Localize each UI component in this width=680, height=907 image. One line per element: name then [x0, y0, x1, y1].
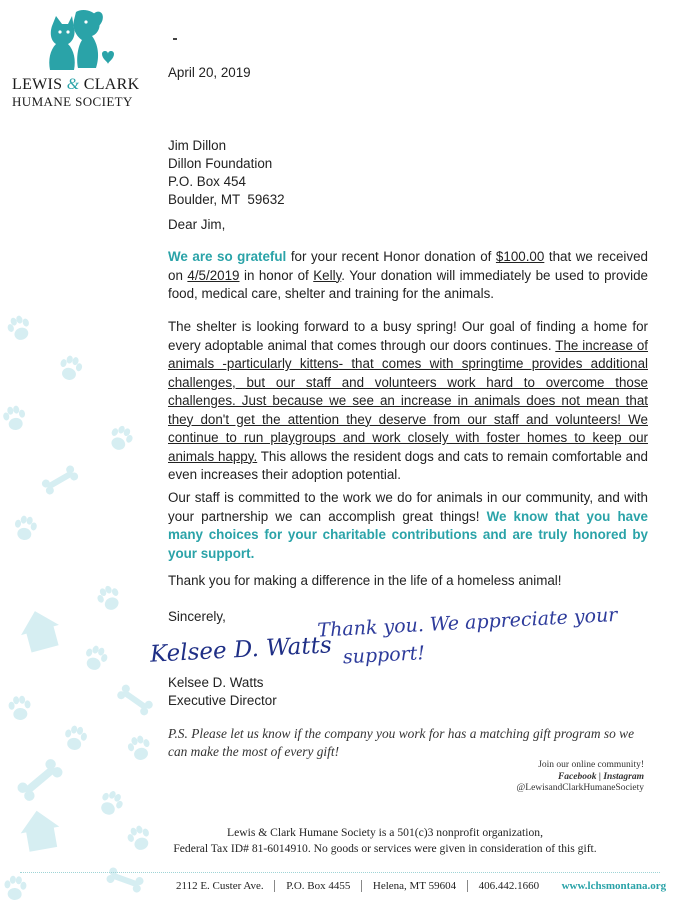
salutation: Dear Jim, — [168, 217, 226, 232]
footer-separator — [467, 880, 468, 892]
donation-date: 4/5/2019 — [187, 267, 240, 283]
footer-separator — [361, 880, 362, 892]
footer-city: Helena, MT 59604 — [372, 880, 457, 892]
p1-text-3: in honor of — [239, 267, 314, 283]
dog-and-cat-logo-icon — [38, 6, 118, 78]
handwritten-note-line1: Thank you. We appreciate your — [316, 603, 618, 642]
donation-amount: $100.00 — [495, 249, 545, 264]
p3-highlight: We know that you have many choices for your charitable contributions and are truly honored by your support. — [168, 508, 648, 561]
social-invite: Join our online community! — [538, 760, 644, 770]
p1-text-1: for your recent Honor donation of — [286, 249, 496, 264]
footer-divider — [20, 872, 660, 873]
paragraph-partnership — [168, 489, 648, 563]
signer-name: Kelsee D. Watts — [168, 675, 264, 690]
handwritten-signature: Kelsee D. Watts — [149, 632, 333, 668]
social-separator: | — [596, 771, 604, 782]
grateful-lead: We are so grateful — [168, 249, 287, 264]
signer-block — [168, 674, 648, 710]
p1-text-2: that we received on — [168, 249, 648, 283]
paragraph-thanks — [168, 248, 648, 304]
logo-name-part2: CLARK — [83, 76, 140, 93]
nonprofit-line2: Federal Tax ID# 81-6014910. No goods or services were given in consideration of this gift. — [173, 842, 597, 855]
footer-contact-bar — [176, 880, 666, 892]
recipient-street: P.O. Box 454 — [168, 174, 246, 189]
honoree-name: Kelly — [313, 267, 342, 283]
instagram-link[interactable]: Instagram — [603, 771, 644, 782]
footer-separator — [274, 880, 275, 892]
handwritten-note-line2: support! — [342, 642, 426, 669]
paw-print-background — [0, 300, 170, 907]
footer-separator — [550, 880, 551, 892]
recipient-address — [168, 137, 648, 209]
social-links — [517, 772, 644, 784]
recipient-name: Jim Dillon — [168, 138, 227, 153]
footer-website-link[interactable]: www.lchsmontana.org — [561, 880, 667, 892]
footer-address: 2112 E. Custer Ave. — [176, 880, 264, 892]
p2-text-2: This allows the resident dogs and cats to remain comfortable and even increases their adoption potential. — [168, 448, 648, 482]
paper-speck — [173, 38, 177, 40]
closing-thanks: Thank you for making a difference in the life of a homeless animal! — [168, 573, 562, 588]
p1-text-4: . Your donation will immediately be used to provide food, medical care, shelter and training for the animals. — [168, 267, 648, 301]
p2-text-1: The shelter is looking forward to a busy spring! Our goal of finding a home for every adoptable animal that comes through our doors continues. — [168, 319, 648, 353]
logo-ampersand: & — [66, 76, 80, 93]
social-handle: @LewisandClarkHumaneSociety — [516, 783, 644, 793]
nonprofit-disclaimer — [150, 825, 620, 857]
paragraph-shelter-update — [168, 318, 648, 485]
nonprofit-line1: Lewis & Clark Humane Society is a 501(c)3 nonprofit organization, — [227, 826, 543, 839]
footer-pobox: P.O. Box 4455 — [286, 880, 351, 892]
social-media-block — [517, 760, 644, 795]
p3-text-1: Our staff is committed to the work we do for animals in our community, and with your partnership we can accomplish great things! — [168, 490, 648, 524]
closing-sincerely: Sincerely, — [168, 609, 226, 624]
p2-underlined-text: The increase of animals -particularly kittens- that comes with springtime provides additional challenges, but our staff and volunteers work hard to overcome those challenges. Just because we see an increase in animals does not mean that they don't get the attention they deserve from our staff and volunteers! We continue to run playgroups and work closely with foster homes to keep our animals happy. — [168, 337, 649, 464]
recipient-organization: Dillon Foundation — [168, 156, 273, 171]
recipient-city-state-zip: Boulder, MT 59632 — [168, 192, 285, 207]
facebook-link[interactable]: Facebook — [557, 771, 597, 782]
logo-name-part1: LEWIS — [12, 76, 63, 93]
letter-date: April 20, 2019 — [168, 65, 251, 80]
postscript: P.S. Please let us know if the company you work for has a matching gift program so we can make the most of every gift! — [168, 726, 635, 759]
organization-logo — [12, 6, 142, 110]
signer-title: Executive Director — [168, 693, 277, 708]
logo-tagline: HUMANE SOCIETY — [12, 94, 133, 109]
footer-phone: 406.442.1660 — [478, 880, 540, 892]
